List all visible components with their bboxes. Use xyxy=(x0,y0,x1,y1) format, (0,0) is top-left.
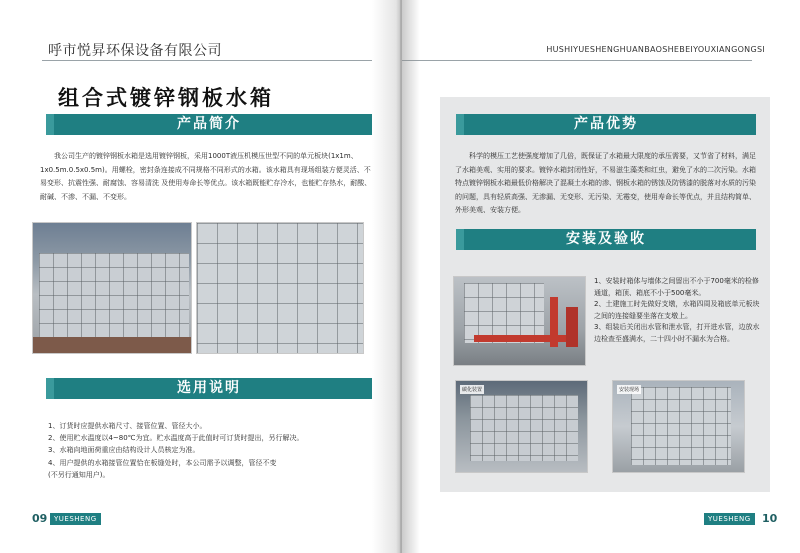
tank-photo-pipes xyxy=(453,276,586,366)
spine-shadow xyxy=(372,0,402,553)
page-number-right: 10 xyxy=(762,512,778,525)
list-item: 1、订货时应提供水箱尺寸、接管位置、管径大小。 xyxy=(48,422,207,430)
tank-base xyxy=(33,337,191,353)
brand-tag-left: YUESHENG xyxy=(50,513,101,525)
pump xyxy=(566,307,578,347)
section-heading-intro: 产品简介 xyxy=(46,114,372,135)
list-item: 3、水箱向地面荷重应由结构设计人员核定为准。 xyxy=(48,446,200,455)
brand-tag-right: YUESHENG xyxy=(704,513,755,525)
section-heading-select: 选用说明 xyxy=(46,378,372,399)
page-number-left: 09 xyxy=(32,512,48,525)
tank-photo-outdoor xyxy=(32,222,192,354)
tank-photo-installed-2 xyxy=(612,380,745,473)
tank-panel-grid xyxy=(464,283,544,343)
install-instructions xyxy=(594,276,762,346)
company-name: 呼市悦昇环保设备有限公司 xyxy=(48,43,222,59)
page-title: 组合式镀锌钢板水箱 xyxy=(58,86,274,110)
pipe-horizontal xyxy=(474,335,574,342)
spine-shadow xyxy=(402,0,420,553)
list-item: 2、土建施工时先做好支墩，水箱四周及箱底单元板块之间的连接缝要坐落在支墩上。 xyxy=(594,300,760,320)
intro-paragraph: 我公司生产的镀锌钢板水箱是选用镀锌钢板，采用1000T液压机模压世型不同的单元板块(1x1m、1x0.5m.0.5x0.5m)。用螺栓，密封条连接成不同规格不同形式的水箱。该水箱具有现场组装方便灵活、不易变形、抗震性强、耐腐蚀、容易清洗 及使用寿命长等优点。该水箱既能贮存冷水，也能贮存热水，耐酸、耐碱、不渗、不漏、不变形。 xyxy=(40,152,372,201)
header-rule xyxy=(42,60,372,61)
tank-panel-grid xyxy=(470,395,578,461)
tank-panel-grid xyxy=(197,223,364,354)
list-item: 4、用户提供的水箱接管位置恰在板缝处时，本公司需予以调整，管径不变 xyxy=(48,458,277,467)
advantage-paragraph: 科学的模压工艺使强度增加了几倍，既保证了水箱最大限度的承压需要，又节省了材料，满足了水箱美观、实用的要求。镀锌水箱封闭性好，不易滋生藻类和红虫，避免了水的二次污染。水箱特点镀锌钢板水箱最低价格解决了混凝土水箱的渗、钢板水箱的锈蚀及防锈漆的脱落对水质的污染的问题，具有轻质高强、无渗漏、无变形、无污染、无霉变，使用寿命长等优点，并且结构简单、外形美观、安装方便。 xyxy=(455,152,756,214)
header-rule xyxy=(402,60,752,61)
tank-panel-grid xyxy=(39,253,189,338)
tank-panel-grid xyxy=(631,387,731,465)
list-item: (不另行通知用户)。 xyxy=(48,470,110,479)
tank-photo-installed-1 xyxy=(455,380,588,473)
pipe-vertical xyxy=(550,297,558,347)
photo-label: 安装现场 xyxy=(619,387,640,393)
list-item: 3、组装后关闭出水管和泄水管，打开进水管，边放水边检查至盛满水，二十四小时不漏水为合格。 xyxy=(594,323,760,343)
list-item: 1、安装时箱体与墙体之间留出不小于700毫米的检修通道，箱顶、箱底不小于500毫米。 xyxy=(594,277,759,297)
list-item: 2、使用贮水温度以4~80℃为宜。贮水温度高于此值时可订货时提出，另行解决。 xyxy=(48,434,304,443)
select-instructions xyxy=(48,420,368,481)
photo-label: 碳化装置 xyxy=(462,387,483,393)
section-heading-advantage: 产品优势 xyxy=(456,114,756,135)
brand-pinyin: HUSHIYUESHENGHUANBAOSHEBEIYOUXIANGONGSI xyxy=(546,45,765,54)
section-heading-install: 安装及验收 xyxy=(456,229,756,250)
tank-photo-closeup xyxy=(196,222,364,354)
